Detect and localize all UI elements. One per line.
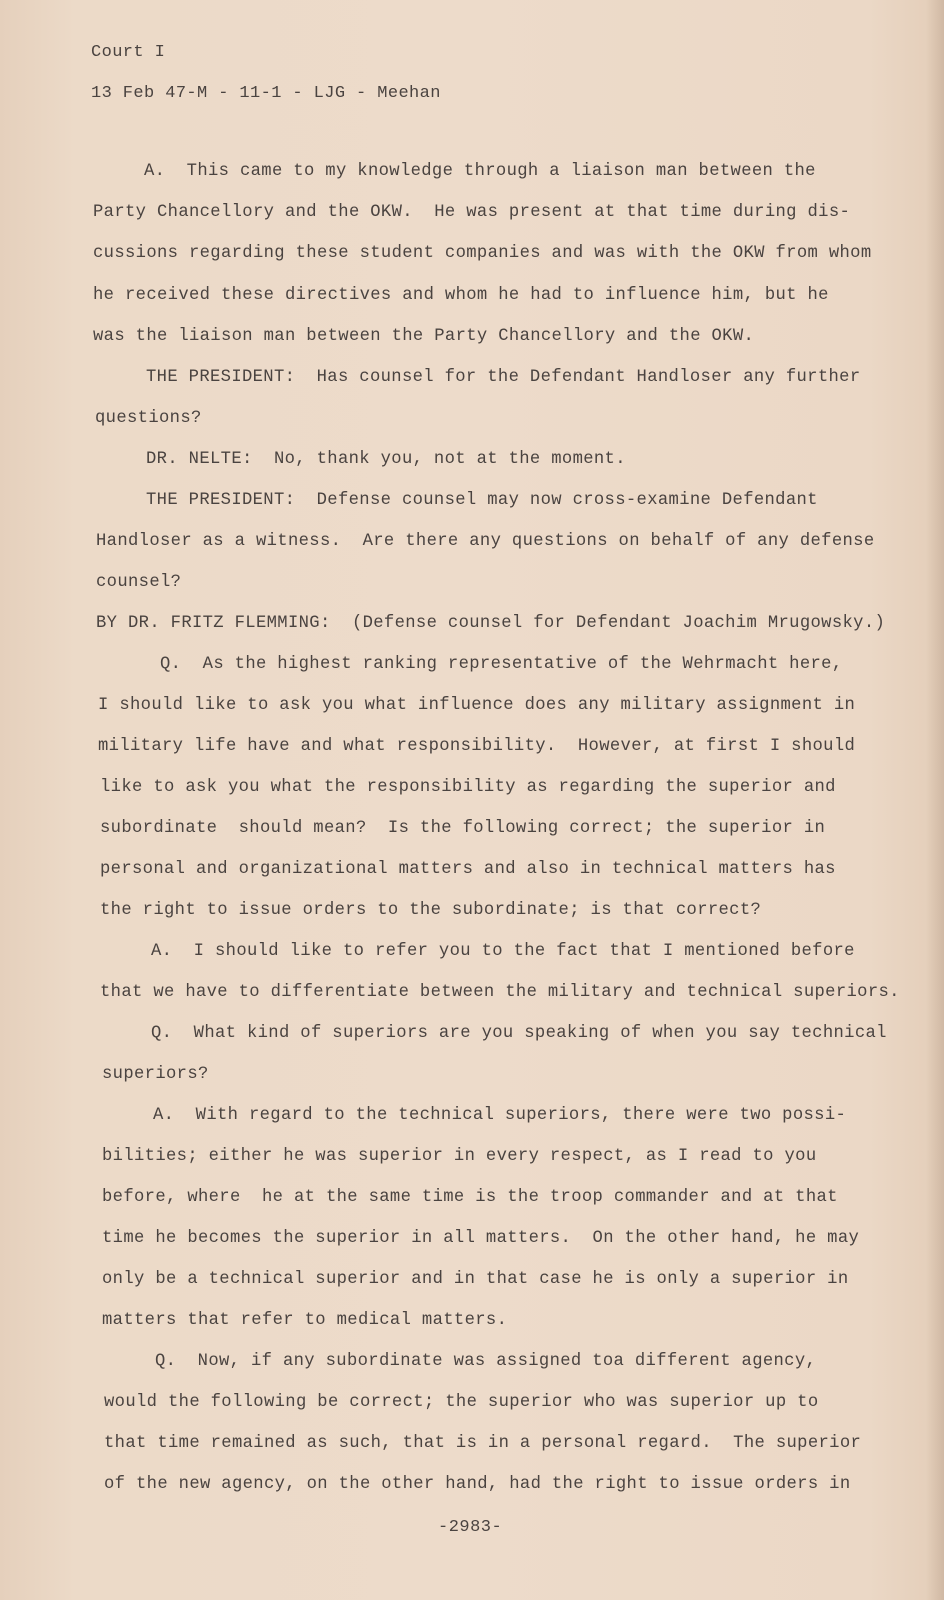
page-number: -2983- [438,1518,503,1537]
court-header: Court I [91,43,166,62]
question-line: Q. As the highest ranking representative of the Wehrmacht here, [160,655,843,674]
examination-heading: BY DR. FRITZ FLEMMING: (Defense counsel for Defendant Joachim Mrugowsky.) [96,614,886,633]
text-line: of the new agency, on the other hand, had the right to issue orders in [104,1475,851,1494]
answer-line: A. I should like to refer you to the fact that I mentioned before [151,942,855,961]
text-line: subordinate should mean? Is the following correct; the superior in [100,819,826,838]
session-header: 13 Feb 47-M - 11-1 - LJG - Meehan [91,84,441,103]
text-line: cussions regarding these student companies and was with the OKW from whom [93,244,872,263]
speaker-line: DR. NELTE: No, thank you, not at the moment. [146,450,626,469]
text-line: A. This came to my knowledge through a liaison man between the [144,162,816,181]
text-line: only be a technical superior and in that case he is only a superior in [102,1270,849,1289]
text-line: Party Chancellory and the OKW. He was present at that time during dis- [93,203,851,222]
text-line: matters that refer to medical matters. [102,1311,508,1330]
text-line: he received these directives and whom he had to influence him, but he [93,286,829,305]
text-line: would the following be correct; the superior who was superior up to [104,1393,819,1412]
text-line: like to ask you what the responsibility as regarding the superior and [100,778,836,797]
text-line: questions? [95,409,202,428]
text-line: before, where he at the same time is the troop commander and at that [102,1188,838,1207]
text-line: time he becomes the superior in all matters. On the other hand, he may [102,1229,860,1248]
text-line: that we have to differentiate between the military and technical superiors. [100,983,900,1002]
text-line: was the liaison man between the Party Chancellory and the OKW. [93,327,755,346]
text-line: the right to issue orders to the subordinate; is that correct? [100,901,762,920]
text-line: Handloser as a witness. Are there any questions on behalf of any defense [96,532,875,551]
answer-line: A. With regard to the technical superiors, there were two possi- [153,1106,847,1125]
speaker-line: THE PRESIDENT: Has counsel for the Defendant Handloser any further [146,368,861,387]
text-line: personal and organizational matters and also in technical matters has [100,860,836,879]
text-line: bilities; either he was superior in every respect, as I read to you [102,1147,817,1166]
page-edge-shadow [926,0,944,1600]
text-line: counsel? [96,573,182,592]
question-line: Q. Now, if any subordinate was assigned toa different agency, [155,1352,817,1371]
text-line: superiors? [102,1065,209,1084]
question-line: Q. What kind of superiors are you speaking of when you say technical [151,1024,887,1043]
text-line: military life have and what responsibility. However, at first I should [98,737,856,756]
speaker-line: THE PRESIDENT: Defense counsel may now cross-examine Defendant [146,491,818,510]
text-line: that time remained as such, that is in a personal regard. The superior [104,1434,862,1453]
text-line: I should like to ask you what influence does any military assignment in [98,696,856,715]
